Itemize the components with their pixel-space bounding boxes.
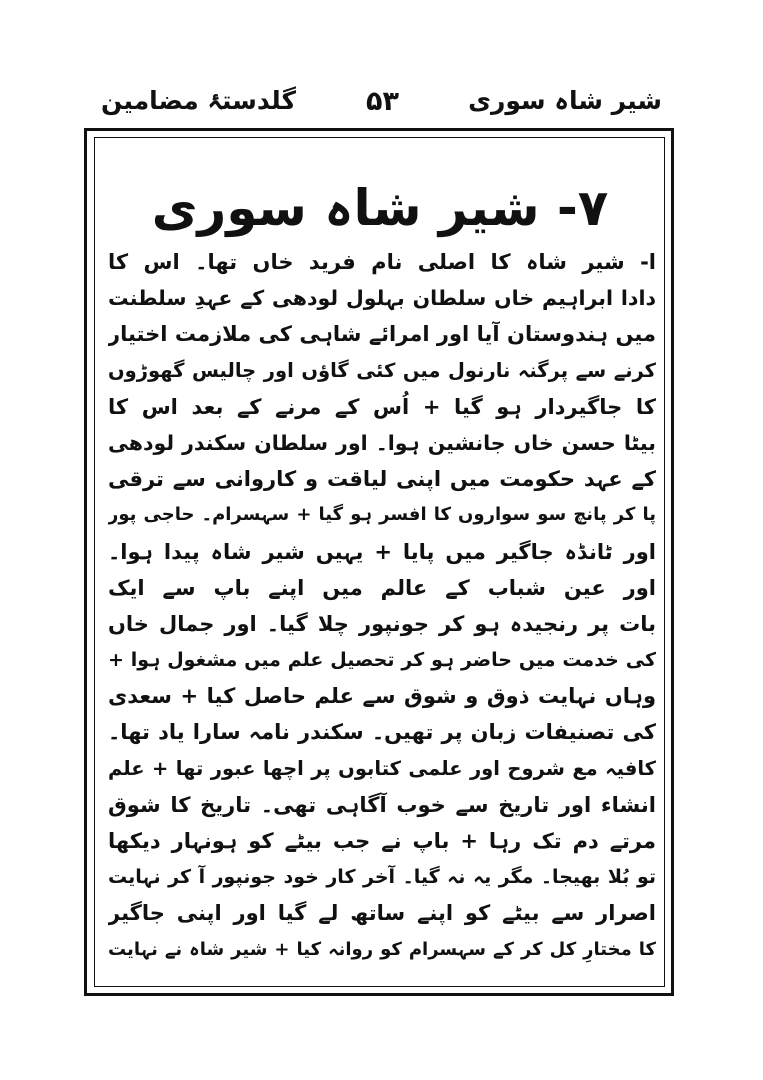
text-line: دادا ابراہیم خاں سلطان بہلول لودھی کے عہدِ سلطنت (108, 286, 656, 311)
text-line: کی خدمت میں حاضر ہو کر تحصیل علم میں مشغول ہوا + (108, 649, 656, 672)
page-number: ۵۳ (366, 86, 399, 117)
text-line: کے عہد حکومت میں اپنی لیاقت و کاروانی سے ترقی (108, 467, 656, 492)
text-line: میں ہندوستان آیا اور امرائے شاہی کی ملازمت اختیار (108, 322, 656, 347)
chapter-heading: ۷- شیر شاہ سوری (151, 179, 609, 237)
text-line: بات پر رنجیدہ ہو کر جونپور چلا گیا۔ اور جمال خاں (108, 611, 656, 636)
text-line: وہاں نہایت ذوق و شوق سے علم حاصل کیا + سعدی (108, 684, 656, 709)
text-line: کافیہ مع شروح اور علمی کتابوں پر اچھا عبور تھا + علم (108, 756, 656, 780)
text-line: کی تصنیفات زبان پر تھیں۔ سکندر نامہ سارا یاد تھا۔ (108, 720, 656, 745)
page-header (95, 82, 670, 122)
body-text (108, 244, 656, 979)
text-line: کا جاگیردار ہو گیا + اُس کے مرنے کے بعد اس کا (108, 394, 656, 419)
text-line: پا کر پانچ سو سواروں کا افسر ہو گیا + سہسرام۔ حاجی پور (108, 504, 656, 526)
text-line: ا- شیر شاہ کا اصلی نام فرید خاں تھا۔ اس کا (108, 250, 656, 274)
text-line: کرنے سے پرگنہ نارنول میں کئی گاؤں اور چالیس گھوڑوں (108, 358, 656, 382)
text-line: اور ٹانڈہ جاگیر میں پایا + یہیں شیر شاہ پیدا ہوا۔ (108, 539, 656, 564)
text-line: انشاء اور تاریخ سے خوب آگاہی تھی۔ تاریخ کا شوق (108, 792, 656, 817)
running-chapter-title: شیر شاہ سوری (468, 86, 662, 115)
running-book-title: گلدستۂ مضامین (101, 86, 297, 115)
text-line: اصرار سے بیٹے کو اپنے ساتھ لے گیا اور اپنی جاگیر (108, 901, 656, 926)
text-line: تو بُلا بھیجا۔ مگر یہ نہ گیا۔ آخر کار خود جونپور آ کر نہایت (108, 866, 656, 889)
text-line: کا مختارِ کل کر کے سہسرام کو روانہ کیا + شیر شاہ نے نہایت (108, 938, 656, 960)
text-line: اور عین شباب کے عالم میں اپنے باپ سے ایک (108, 575, 656, 600)
text-line: بیٹا حسن خاں جانشین ہوا۔ اور سلطان سکندر لودھی (108, 430, 656, 455)
text-line: مرتے دم تک رہا + باپ نے جب بیٹے کو ہونہار دیکھا (108, 829, 656, 853)
